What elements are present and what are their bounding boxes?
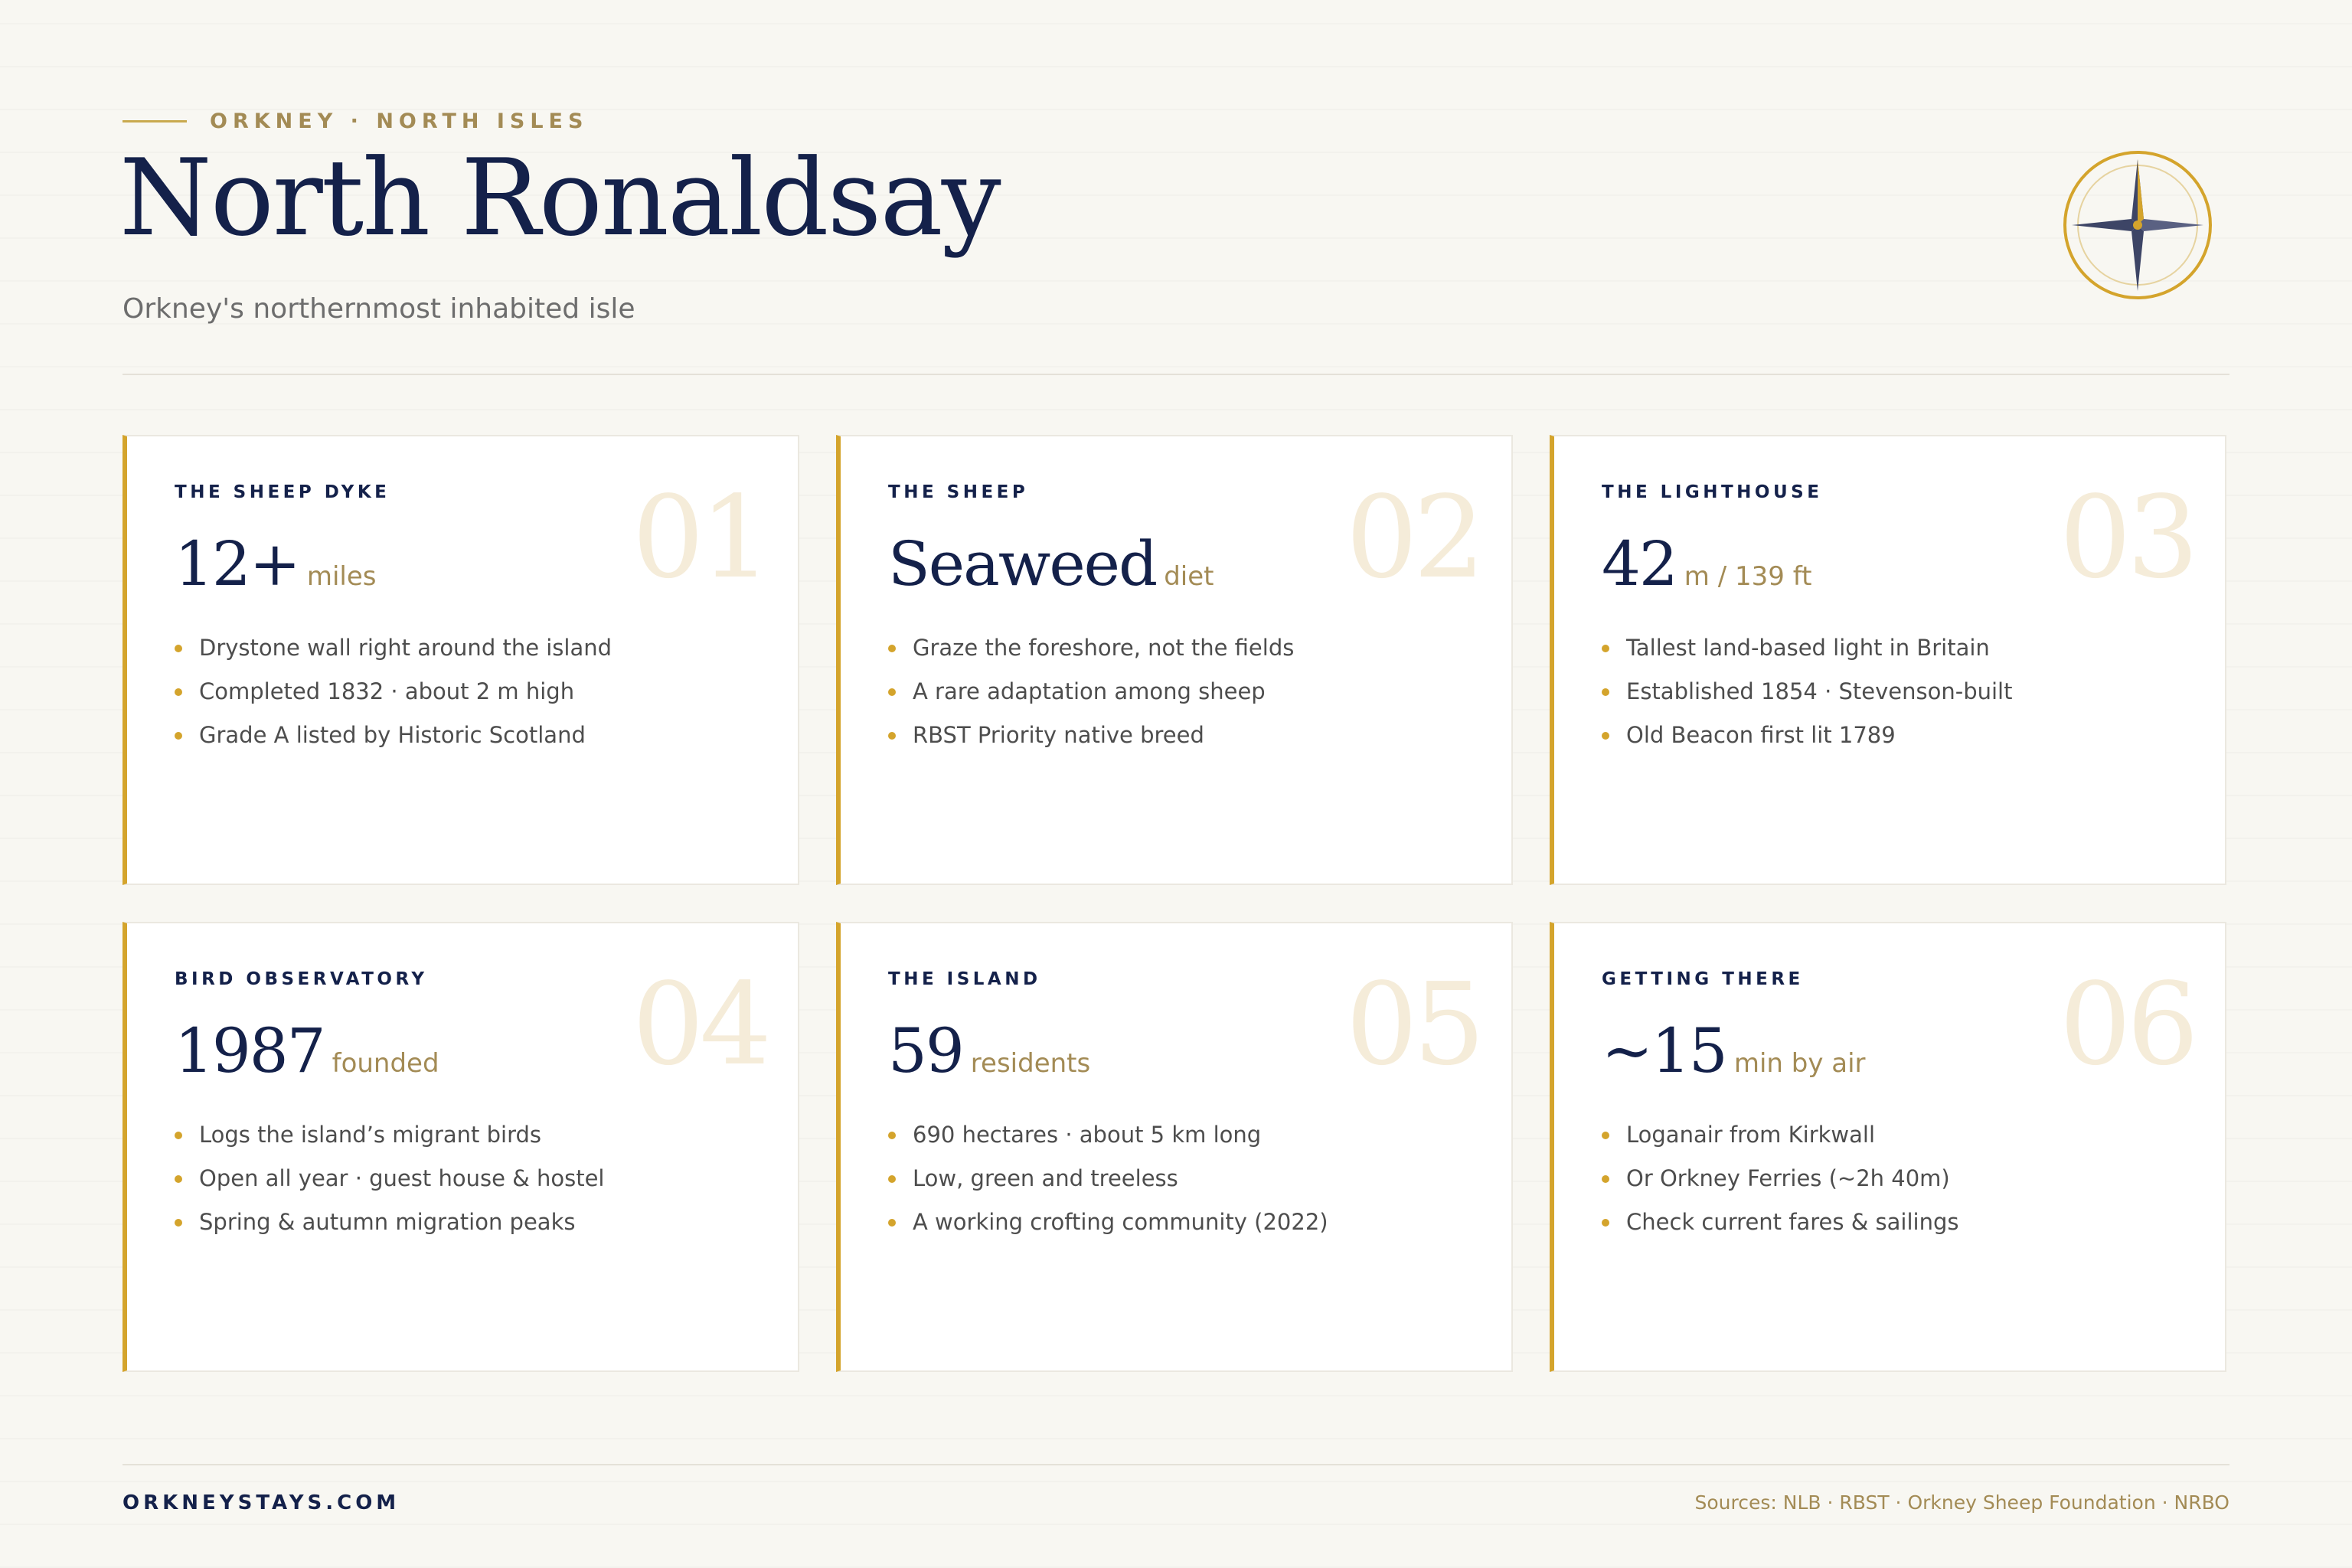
stat-unit: diet	[1164, 561, 1214, 592]
list-item: Tallest land-based light in Britain	[1602, 626, 2012, 670]
stat-value: 12+	[175, 528, 299, 599]
card-bullets	[1602, 1113, 1958, 1244]
bullet-dot-icon	[888, 732, 896, 740]
list-item: Drystone wall right around the island	[175, 626, 612, 670]
bullet-dot-icon	[175, 1219, 182, 1227]
card-lighthouse	[1550, 435, 2226, 885]
card-number: 02	[1345, 472, 1481, 603]
card-number: 01	[632, 472, 767, 603]
stat-unit: founded	[332, 1048, 439, 1079]
stat-unit: residents	[970, 1048, 1091, 1079]
bullet-dot-icon	[1602, 688, 1609, 696]
page-subtitle: Orkney's northernmost inhabited isle	[122, 293, 635, 325]
bullet-dot-icon	[1602, 1175, 1609, 1183]
bullet-dot-icon	[888, 688, 896, 696]
card-stat	[1602, 528, 1811, 599]
card-label: THE SHEEP	[888, 482, 1029, 502]
card-getting-there	[1550, 922, 2226, 1372]
bullet-dot-icon	[888, 1175, 896, 1183]
card-sheep	[836, 435, 1513, 885]
header-divider	[122, 374, 2230, 375]
card-label: THE ISLAND	[888, 969, 1041, 989]
list-item: Loganair from Kirkwall	[1602, 1113, 1958, 1157]
card-bullets	[888, 626, 1294, 757]
list-item: Logs the island’s migrant birds	[175, 1113, 604, 1157]
bullet-dot-icon	[888, 1219, 896, 1227]
card-bird-observatory	[122, 922, 799, 1372]
list-item: Open all year · guest house & hostel	[175, 1157, 604, 1200]
compass-rose-icon	[2061, 149, 2214, 302]
bullet-dot-icon	[175, 645, 182, 652]
list-item: Old Beacon first lit 1789	[1602, 714, 2012, 757]
card-label: GETTING THERE	[1602, 969, 1804, 989]
card-number: 03	[2059, 472, 2194, 603]
bullet-dot-icon	[175, 732, 182, 740]
list-item: Low, green and treeless	[888, 1157, 1328, 1200]
list-item: Spring & autumn migration peaks	[175, 1200, 604, 1244]
list-item: Check current fares & sailings	[1602, 1200, 1958, 1244]
stat-unit: miles	[306, 561, 377, 592]
card-number: 05	[1345, 959, 1481, 1090]
card-stat	[888, 1015, 1090, 1086]
card-stat	[175, 1015, 439, 1086]
bullet-dot-icon	[175, 1175, 182, 1183]
stat-value: 59	[888, 1015, 963, 1086]
stat-unit: min by air	[1733, 1048, 1866, 1079]
card-stat	[1602, 1015, 1866, 1086]
card-label: THE LIGHTHOUSE	[1602, 482, 1823, 502]
list-item: Or Orkney Ferries (~2h 40m)	[1602, 1157, 1958, 1200]
bullet-dot-icon	[175, 688, 182, 696]
card-island	[836, 922, 1513, 1372]
card-bullets	[175, 1113, 604, 1244]
card-label: THE SHEEP DYKE	[175, 482, 390, 502]
stat-value: 1987	[175, 1015, 325, 1086]
footer-sources: Sources: NLB · RBST · Orkney Sheep Foundation · NRBO	[1694, 1491, 2230, 1514]
eyebrow-line	[122, 120, 187, 122]
card-stat	[175, 528, 376, 599]
bullet-dot-icon	[1602, 645, 1609, 652]
list-item: RBST Priority native breed	[888, 714, 1294, 757]
card-label: BIRD OBSERVATORY	[175, 969, 428, 989]
eyebrow-text: ORKNEY · NORTH ISLES	[210, 109, 589, 133]
bullet-dot-icon	[888, 1132, 896, 1139]
card-bullets	[888, 1113, 1328, 1244]
card-sheep-dyke	[122, 435, 799, 885]
list-item: Established 1854 · Stevenson-built	[1602, 670, 2012, 714]
card-bullets	[1602, 626, 2012, 757]
bullet-dot-icon	[175, 1132, 182, 1139]
card-stat	[888, 528, 1214, 599]
stat-unit: m / 139 ft	[1684, 561, 1812, 592]
eyebrow	[122, 106, 588, 136]
stat-value: 42	[1602, 528, 1677, 599]
bullet-dot-icon	[1602, 1132, 1609, 1139]
list-item: Graze the foreshore, not the fields	[888, 626, 1294, 670]
card-bullets	[175, 626, 612, 757]
list-item: 690 hectares · about 5 km long	[888, 1113, 1328, 1157]
page-title: North Ronaldsay	[119, 136, 1000, 260]
list-item: A working crofting community (2022)	[888, 1200, 1328, 1244]
card-number: 06	[2059, 959, 2194, 1090]
card-number: 04	[632, 959, 767, 1090]
footer-divider	[122, 1464, 2230, 1465]
list-item: A rare adaptation among sheep	[888, 670, 1294, 714]
footer-site-link[interactable]: ORKNEYSTAYS.COM	[122, 1491, 400, 1514]
stat-value: Seaweed	[888, 528, 1157, 599]
bullet-dot-icon	[888, 645, 896, 652]
list-item: Completed 1832 · about 2 m high	[175, 670, 612, 714]
bullet-dot-icon	[1602, 1219, 1609, 1227]
bullet-dot-icon	[1602, 732, 1609, 740]
stat-value: ~15	[1602, 1015, 1726, 1086]
list-item: Grade A listed by Historic Scotland	[175, 714, 612, 757]
